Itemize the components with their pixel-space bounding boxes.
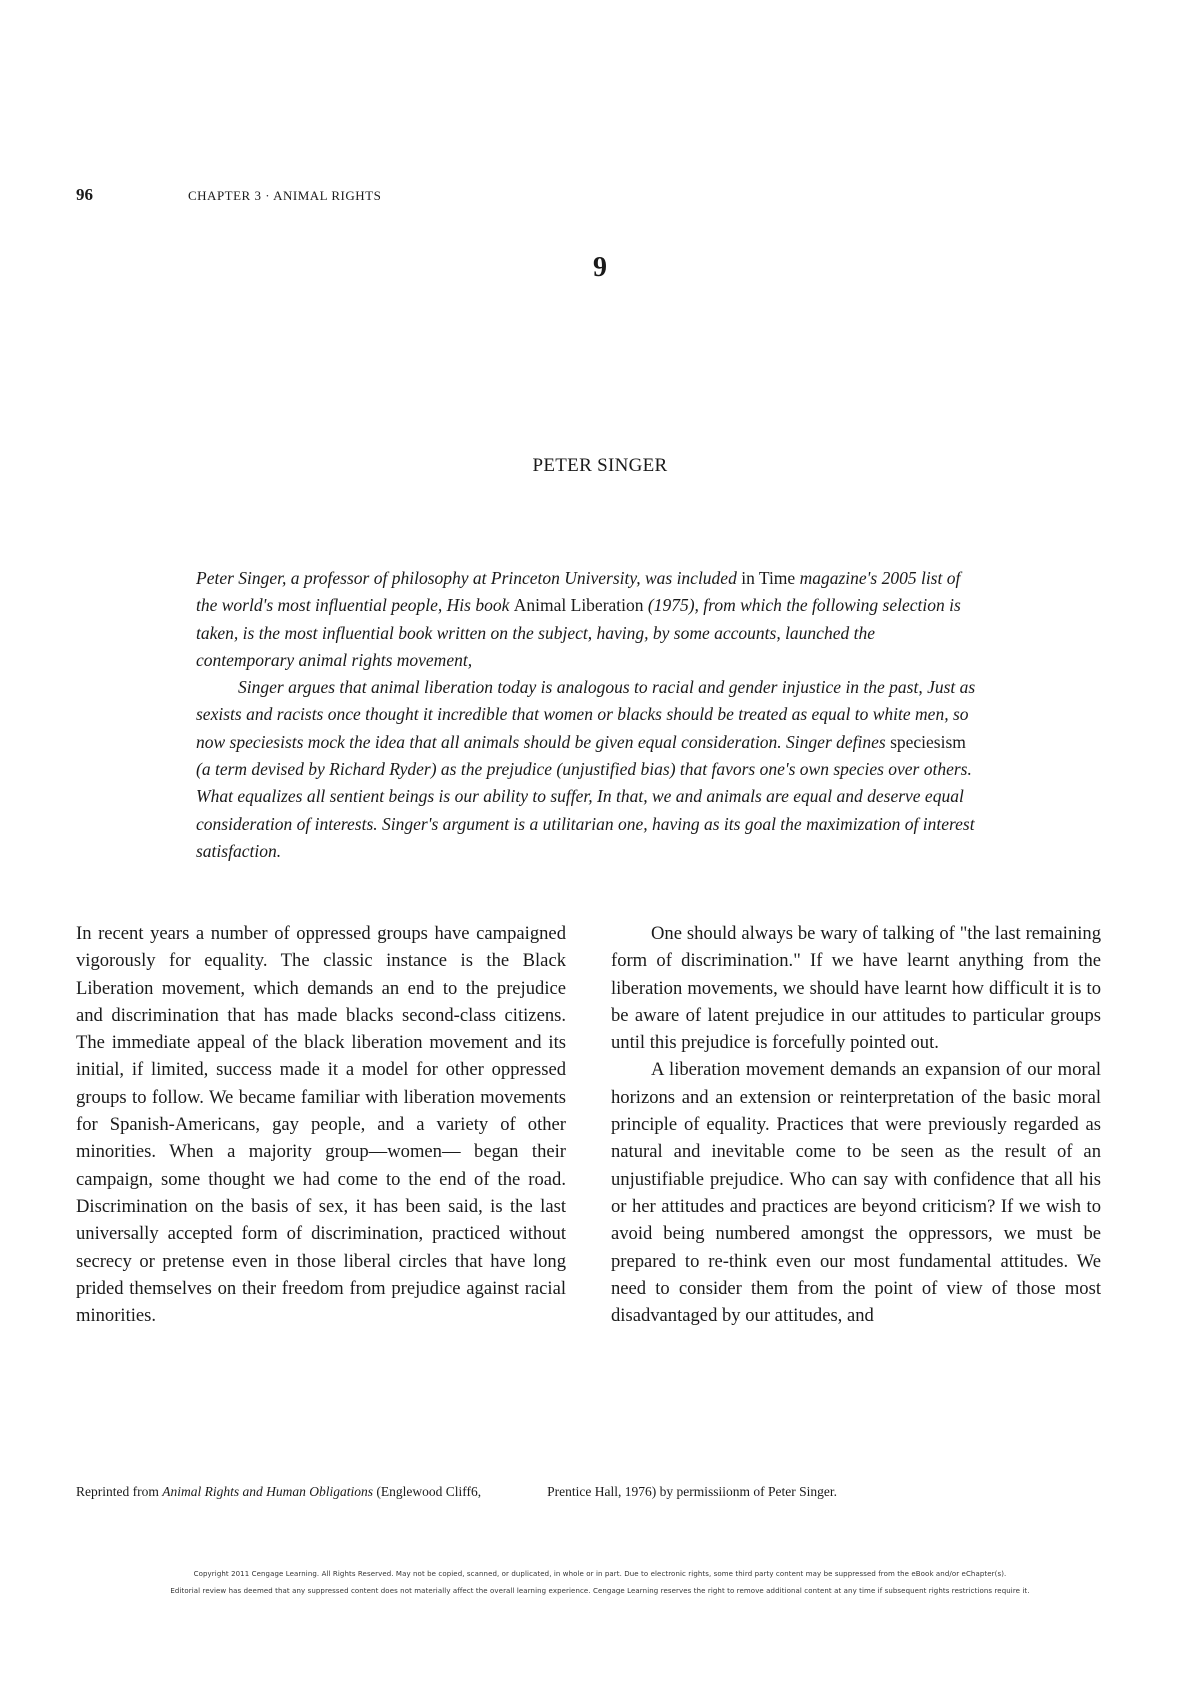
intro-paragraph-1	[196, 565, 976, 674]
introduction-block	[196, 565, 976, 865]
intro-text: magazine's 2005 list of the world's most influential people, His book	[196, 568, 961, 616]
footnote-text: Prentice Hall, 1976) by permissiionm of Peter Singer.	[547, 1484, 837, 1499]
page-number: 96	[76, 185, 93, 204]
footnote-text: Reprinted from	[76, 1484, 163, 1499]
intro-text: (1975), from which the following selection is taken, is the most influential book written on the subject, having, by some accounts, launched the contemporary animal rights movement,	[196, 595, 961, 670]
intro-paragraph-2	[196, 674, 976, 865]
intro-text: Peter Singer, a professor of philosophy at Princeton University, was included	[196, 568, 742, 588]
author-name: PETER SINGER	[532, 455, 668, 476]
intro-text-roman: in Time	[741, 568, 796, 588]
book-title: Animal Liberation	[513, 595, 644, 616]
term-speciesism: speciesism	[890, 731, 966, 752]
copyright-line-1: Copyright 2011 Cengage Learning. All Rights Reserved. May not be copied, scanned, or duplicated, in whole or in part. Due to electronic rights, some third party content may be suppressed from the eBook and/or eChapter(s).	[193, 1570, 1007, 1578]
selection-number: 9	[593, 252, 607, 283]
chapter-running-title: CHAPTER 3 · ANIMAL RIGHTS	[188, 188, 382, 203]
intro-text: (a term devised by Richard Ryder) as the prejudice (unjustified bias) that favors one's own species over others. What equalizes all sentient beings is our ability to suffer, In that, we and animals are equal and deserve equal consideration of interests. Singer's argument is a utilitarian one, having as its goal the maximization of interest satisfaction.	[196, 759, 975, 861]
body-column-right	[611, 920, 1101, 1329]
footnote-text: (Englewood Cliff6,	[373, 1484, 482, 1499]
body-paragraph: In recent years a number of oppressed groups have campaigned vigorously for equality. The classic instance is the Black Liberation movement, which demands an end to the prejudice and discrimination that has made blacks second-class citizens. The immediate appeal of the black liberation movement and its initial, if limited, success made it a model for other oppressed groups to follow. We became familiar with liberation movements for Spanish-Americans, gay people, and a variety of other minorities. When a majority group—women— began their campaign, some thought we had come to the end of the road. Discrimination on the basis of sex, it has been said, is the last universally accepted form of discrimination, practiced without secrecy or pretense even in those liberal circles that have long prided themselves on their freedom from prejudice against racial minorities.	[76, 923, 566, 1327]
source-footnote	[76, 1482, 1136, 1502]
running-head	[76, 183, 676, 207]
footnote-book-title: Animal Rights and Human Obligations	[162, 1484, 373, 1499]
copyright-notice	[60, 1566, 1140, 1600]
intro-text: Singer argues that animal liberation today is analogous to racial and gender injustice in the past, Just as sexists and racists once thought it incredible that women or blacks should be treated as equal to white men, so now speciesists mock the idea that all animals should be given equal consideration. Singer defines	[196, 677, 976, 752]
body-paragraph: One should always be wary of talking of "the last remaining form of discrimination." If we have learnt anything from the liberation movements, we should have learnt how difficult it is to be aware of latent prejudice in our attitudes to particular groups until this prejudice is forcefully pointed out.	[611, 923, 1101, 1054]
body-paragraph: A liberation movement demands an expansion of our moral horizons and an extension or reinterpretation of the basic moral principle of equality. Practices that were previously regarded as natural and inevitable come to be seen as the result of an unjustifiable prejudice. Who can say with confidence that all his or her attitudes and practices are beyond criticism? If we wish to avoid being numbered amongst the oppressors, we must be prepared to re-think even our most fundamental attitudes. We need to consider them from the point of view of those most disadvantaged by our attitudes, and	[611, 1059, 1101, 1327]
body-column-left	[76, 920, 566, 1329]
copyright-line-2: Editorial review has deemed that any suppressed content does not materially affect the overall learning experience. Cengage Learning reserves the right to remove additional content at any time if subsequent rights restrictions require it.	[170, 1587, 1030, 1595]
